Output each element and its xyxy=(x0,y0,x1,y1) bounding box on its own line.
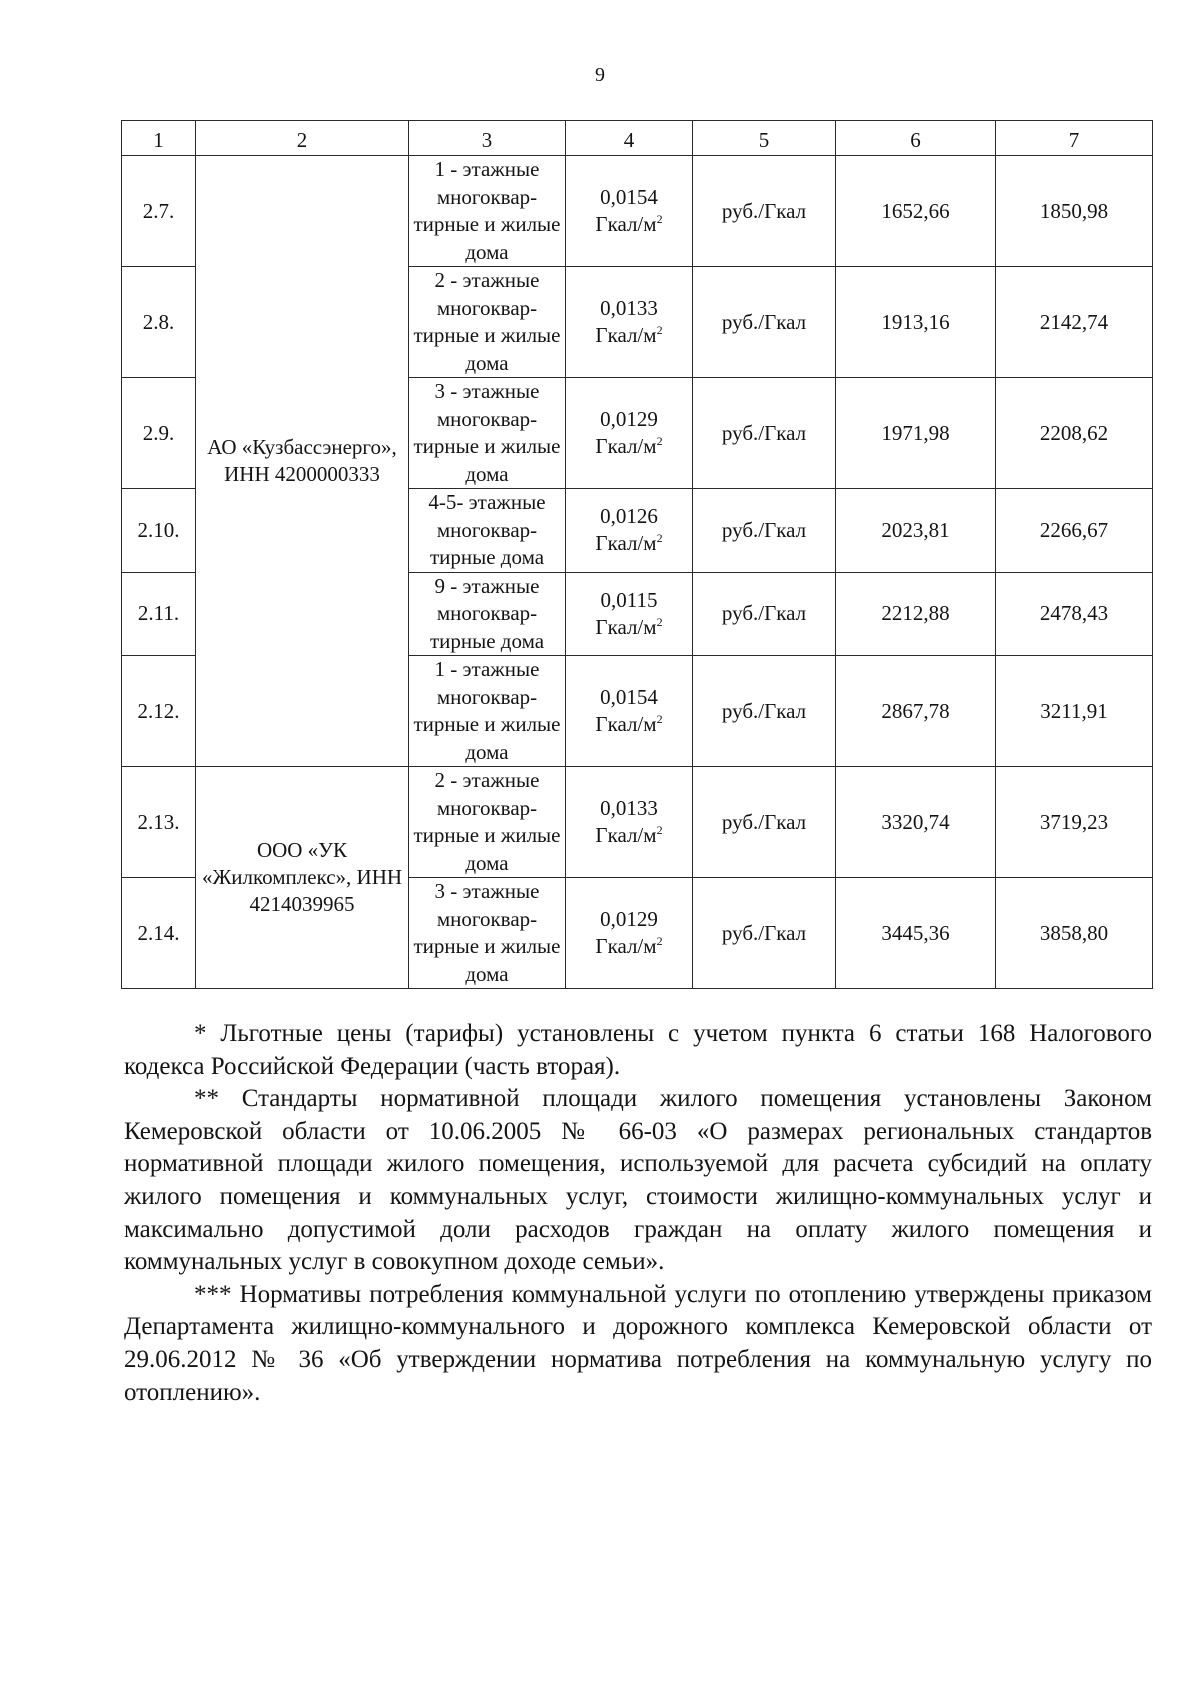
norm-unit-text: Гкал/м xyxy=(595,614,657,639)
price-period-2: 2266,67 xyxy=(996,489,1153,573)
row-number: 2.14. xyxy=(122,878,196,989)
price-period-2: 1850,98 xyxy=(996,156,1153,267)
norm-unit-exponent: 2 xyxy=(656,823,663,837)
footnote-2: ** Стандарты нормативной площади жилого помещения установлены Законом Кемеровской области от 10.06.2005 № 66-03 «О размерах региональных стандартов нормативной площади жилого помещения, используемой для расчета субсидий на оплату жилого помещения и коммунальных услуг, стоимости жилищно-коммунальных услуг и максимально допустимой доли расходов граждан на оплату жилого помещения и коммунальных услуг в совокупном доходе семьи». xyxy=(124,1085,1152,1276)
price-period-2: 3858,80 xyxy=(996,878,1153,989)
price-period-1: 3320,74 xyxy=(836,767,996,878)
norm-unit xyxy=(568,211,690,238)
norm-unit xyxy=(568,614,690,641)
building-type: 1 - этажные многоквар-тирные и жилые дома xyxy=(409,656,566,767)
row-number: 2.12. xyxy=(122,656,196,767)
table-body xyxy=(122,156,1153,989)
price-unit: руб./Гкал xyxy=(693,656,836,767)
header-cell-4: 4 xyxy=(566,121,693,156)
price-period-1: 1913,16 xyxy=(836,267,996,378)
price-period-1: 3445,36 xyxy=(836,878,996,989)
row-number: 2.10. xyxy=(122,489,196,573)
norm-value: 0,0133 xyxy=(600,296,658,320)
price-unit: руб./Гкал xyxy=(693,767,836,878)
norm-unit-exponent: 2 xyxy=(656,712,663,726)
building-type: 3 - этажные многоквар-тирные и жилые дома xyxy=(409,378,566,489)
price-unit: руб./Гкал xyxy=(693,156,836,267)
row-number: 2.13. xyxy=(122,767,196,878)
norm-value: 0,0129 xyxy=(600,907,658,931)
norm-unit-exponent: 2 xyxy=(656,434,663,448)
norm-unit-exponent: 2 xyxy=(656,212,663,226)
supplier-name: АО «Кузбассэнерго», ИНН 4200000333 xyxy=(196,156,409,767)
consumption-norm xyxy=(566,156,693,267)
header-cell-5: 5 xyxy=(693,121,836,156)
price-unit: руб./Гкал xyxy=(693,267,836,378)
norm-unit xyxy=(568,530,690,557)
building-type: 3 - этажные многоквар-тирные и жилые дома xyxy=(409,878,566,989)
header-row xyxy=(122,121,1153,156)
price-period-1: 1652,66 xyxy=(836,156,996,267)
table-row xyxy=(122,767,1153,878)
price-period-1: 1971,98 xyxy=(836,378,996,489)
footnotes xyxy=(124,1018,1152,1409)
norm-unit xyxy=(568,322,690,349)
norm-unit xyxy=(568,822,690,849)
norm-unit-text: Гкал/м xyxy=(595,323,657,347)
norm-unit-text: Гкал/м xyxy=(595,934,657,958)
consumption-norm xyxy=(566,378,693,489)
norm-unit xyxy=(568,433,690,460)
price-period-2: 3211,91 xyxy=(996,656,1153,767)
norm-unit-text: Гкал/м xyxy=(595,434,657,458)
norm-unit-exponent: 2 xyxy=(656,614,663,629)
page-number: 9 xyxy=(595,64,605,86)
norm-unit-exponent: 2 xyxy=(656,323,663,337)
price-unit: руб./Гкал xyxy=(693,378,836,489)
building-type: 9 - этажные многоквар-тирные дома xyxy=(409,572,566,656)
norm-value: 0,0154 xyxy=(600,685,658,709)
row-number: 2.7. xyxy=(122,156,196,267)
table-header xyxy=(122,121,1153,156)
price-unit: руб./Гкал xyxy=(693,572,836,656)
norm-unit-exponent: 2 xyxy=(656,531,663,546)
row-number: 2.8. xyxy=(122,267,196,378)
price-period-1: 2867,78 xyxy=(836,656,996,767)
consumption-norm xyxy=(566,572,693,656)
header-cell-2: 2 xyxy=(196,121,409,156)
price-period-2: 3719,23 xyxy=(996,767,1153,878)
norm-value: 0,0126 xyxy=(600,504,658,529)
norm-unit-text: Гкал/м xyxy=(595,712,657,736)
header-cell-6: 6 xyxy=(836,121,996,156)
row-number: 2.9. xyxy=(122,378,196,489)
supplier-name: ООО «УК «Жилкомплекс», ИНН 4214039965 xyxy=(196,767,409,989)
consumption-norm xyxy=(566,878,693,989)
price-period-1: 2212,88 xyxy=(836,572,996,656)
norm-value: 0,0115 xyxy=(600,587,658,612)
price-period-2: 2478,43 xyxy=(996,572,1153,656)
price-period-1: 2023,81 xyxy=(836,489,996,573)
footnote-3: *** Нормативы потребления коммунальной услуги по отоплению утверждены приказом Департамента жилищно-коммунального и дорожного комплекса Кемеровской области от 29.06.2012 № 36 «Об утверждении норматива потребления на коммунальную услугу по отоплению». xyxy=(124,1280,1152,1406)
header-cell-1: 1 xyxy=(122,121,196,156)
header-cell-3: 3 xyxy=(409,121,566,156)
building-type: 1 - этажные многоквар-тирные и жилые дома xyxy=(409,156,566,267)
norm-value: 0,0154 xyxy=(600,185,658,209)
price-unit: руб./Гкал xyxy=(693,489,836,573)
norm-unit-exponent: 2 xyxy=(656,934,663,948)
consumption-norm xyxy=(566,267,693,378)
price-period-2: 2208,62 xyxy=(996,378,1153,489)
norm-unit-text: Гкал/м xyxy=(595,212,657,236)
consumption-norm xyxy=(566,489,693,573)
price-unit: руб./Гкал xyxy=(693,878,836,989)
norm-value: 0,0129 xyxy=(600,407,658,431)
norm-unit xyxy=(568,933,690,960)
footnote-1: * Льготные цены (тарифы) установлены с учетом пункта 6 статьи 168 Налогового кодекса Российской Федерации (часть вторая). xyxy=(124,1020,1152,1080)
consumption-norm xyxy=(566,767,693,878)
norm-unit-text: Гкал/м xyxy=(595,531,657,556)
consumption-norm xyxy=(566,656,693,767)
row-number: 2.11. xyxy=(122,572,196,656)
building-type: 2 - этажные многоквар-тирные и жилые дома xyxy=(409,267,566,378)
building-type: 2 - этажные многоквар-тирные и жилые дома xyxy=(409,767,566,878)
norm-unit-text: Гкал/м xyxy=(595,823,657,847)
header-cell-7: 7 xyxy=(996,121,1153,156)
norm-value: 0,0133 xyxy=(600,796,658,820)
building-type: 4-5- этажные многоквар-тирные дома xyxy=(409,489,566,573)
table-row xyxy=(122,156,1153,267)
tariff-table xyxy=(121,120,1153,989)
price-period-2: 2142,74 xyxy=(996,267,1153,378)
norm-unit xyxy=(568,711,690,738)
